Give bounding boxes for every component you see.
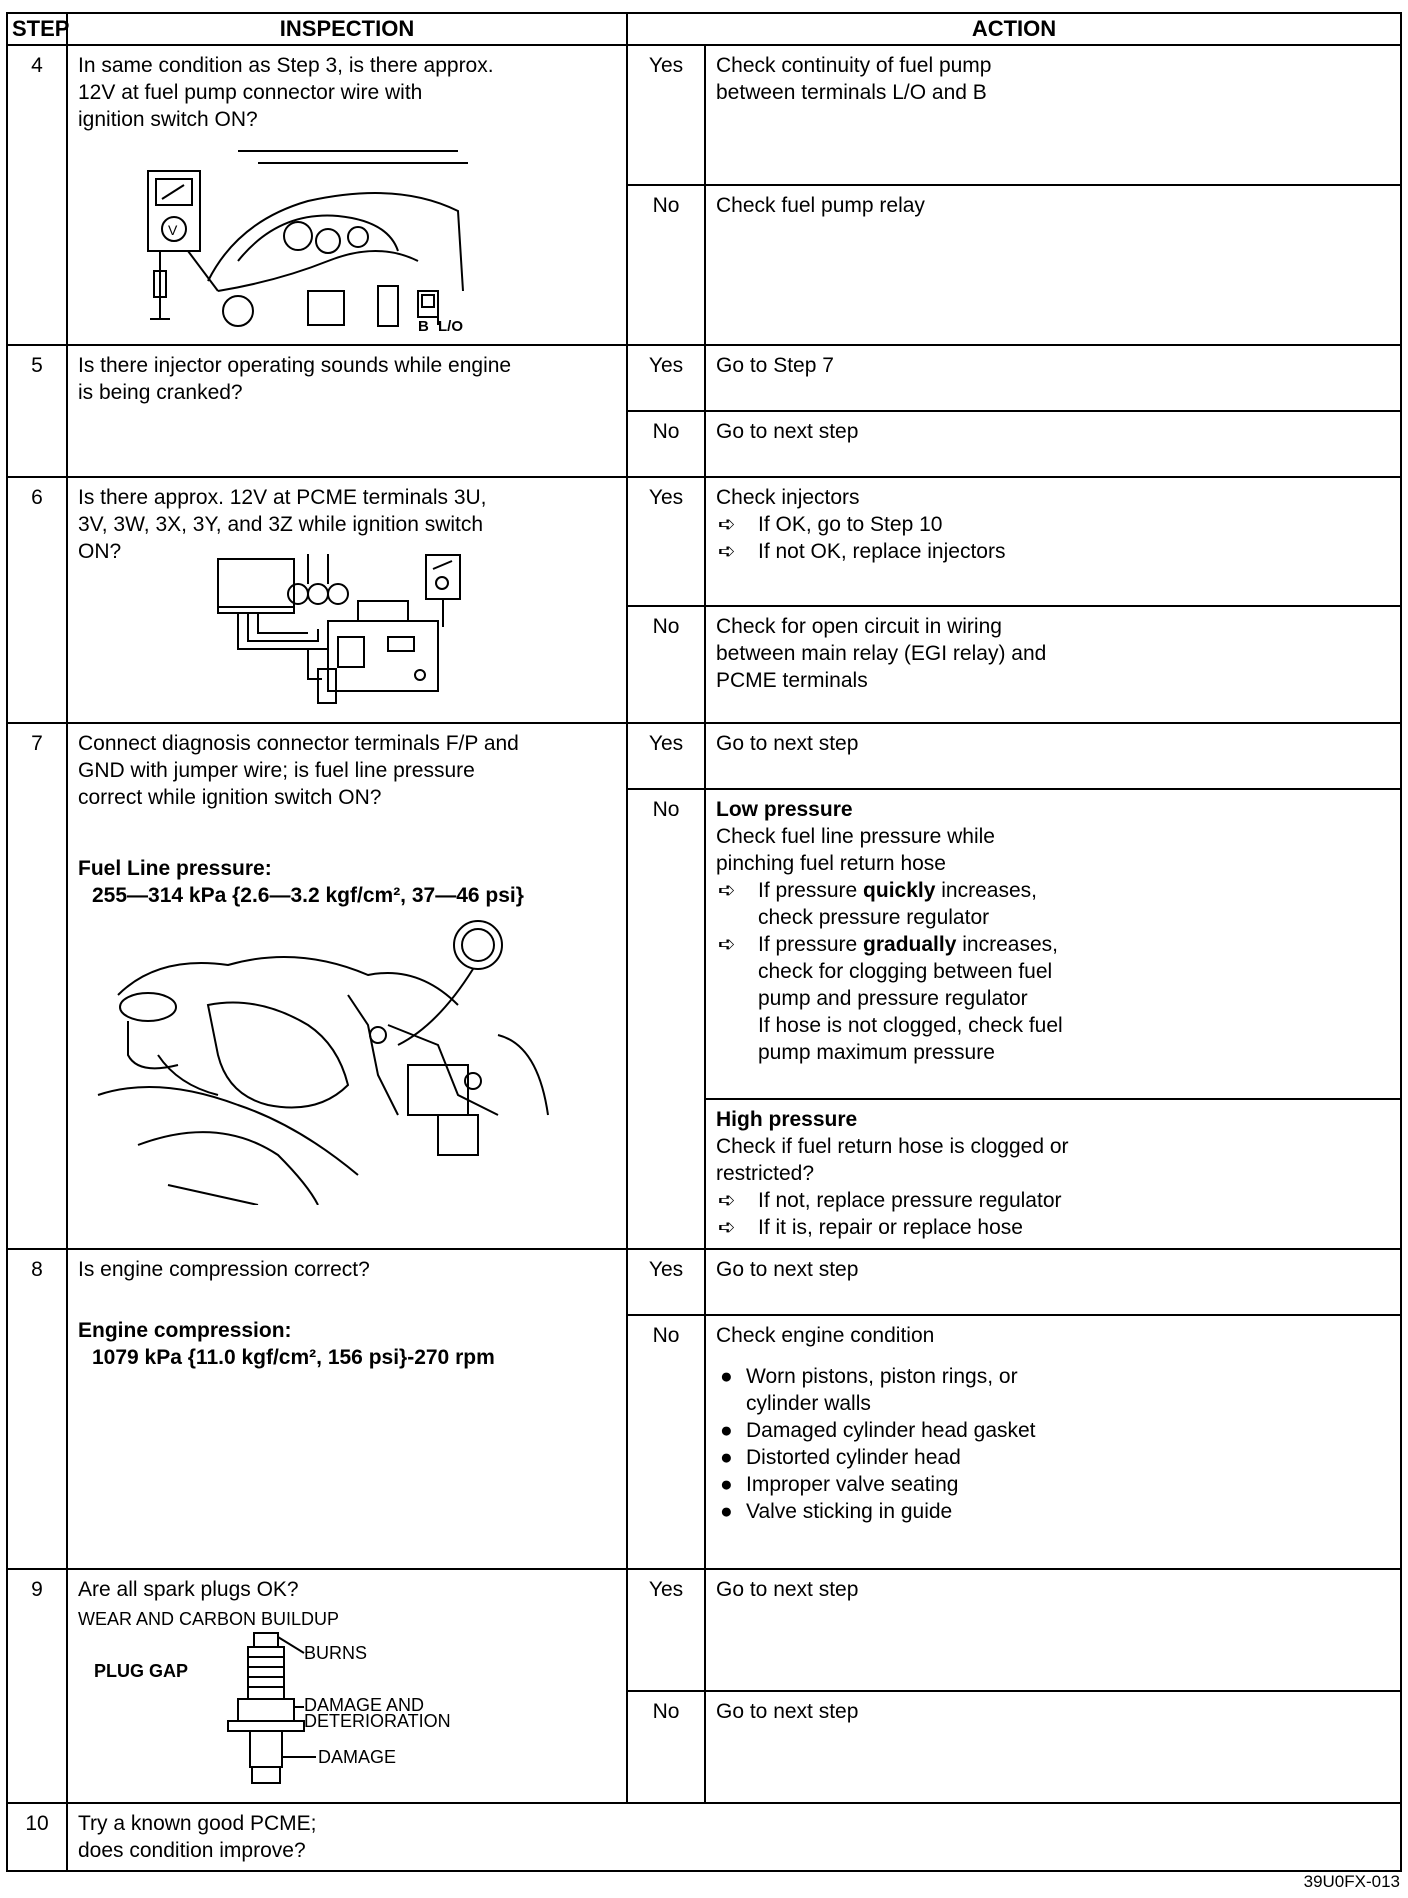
- table-row: [7, 45, 1401, 185]
- action-cell: [705, 1099, 1401, 1249]
- action-line: Check fuel line pressure while: [716, 825, 995, 848]
- action-cell: [705, 411, 1401, 477]
- action-line: Check fuel pump relay: [716, 193, 925, 217]
- action-line: Go to next step: [716, 420, 859, 443]
- step-number: 9: [7, 1569, 67, 1803]
- table-row: [7, 1803, 1401, 1871]
- terminal-b-label: B: [418, 318, 429, 331]
- action-title: Check injectors: [716, 486, 860, 509]
- plug-label-wear: WEAR AND CARBON BUILDUP: [78, 1609, 340, 1629]
- action-line: between main relay (EGI relay) and: [716, 642, 1047, 666]
- bullet-icon: ●: [720, 1365, 733, 1388]
- no-label: No: [627, 1315, 705, 1569]
- plug-label-damage-3: DAMAGE: [318, 1747, 397, 1767]
- table-header: [7, 13, 1401, 45]
- action-line: Go to next step: [716, 1258, 859, 1281]
- list-item: ● Worn pistons, piston rings, or cylinder walls: [716, 1363, 1390, 1417]
- inspection-cell: [67, 723, 627, 1249]
- yes-label: Yes: [627, 1569, 705, 1691]
- pcme-voltage-figure: [158, 549, 558, 709]
- action-line: Go to next step: [716, 1700, 859, 1723]
- inspection-cell: [67, 1803, 1401, 1871]
- spec-value: 1079 kPa {11.0 kgf/cm², 156 psi}-270 rpm: [92, 1346, 495, 1369]
- table-row: [7, 723, 1401, 789]
- action-cell: [705, 477, 1401, 606]
- arrow-icon: ➪: [718, 1189, 736, 1212]
- inspection-line: 3V, 3W, 3X, 3Y, and 3Z while ignition switch: [78, 513, 484, 536]
- inspection-line: correct while ignition switch ON?: [78, 786, 382, 809]
- list-item: [716, 538, 1390, 565]
- action-line: If it is, repair or replace hose: [758, 1216, 1023, 1239]
- fuel-pump-voltage-figure: [78, 141, 478, 331]
- no-label: No: [627, 185, 705, 345]
- inspection-line: Connect diagnosis connector terminals F/P and: [78, 732, 519, 755]
- inspection-line: is being cranked?: [78, 381, 243, 404]
- step-number: 7: [7, 723, 67, 1249]
- bullet-icon: ●: [720, 1419, 733, 1442]
- list-item: [716, 1214, 1390, 1241]
- table-row: [7, 477, 1401, 606]
- action-cell: [705, 1691, 1401, 1803]
- no-label: No: [627, 411, 705, 477]
- action-cell: [705, 1249, 1401, 1315]
- yes-label: Yes: [627, 45, 705, 185]
- inspection-line: Are all spark plugs OK?: [78, 1578, 299, 1601]
- inspection-line: Is there approx. 12V at PCME terminals 3U,: [78, 486, 487, 509]
- inspection-line: Try a known good PCME;: [78, 1812, 317, 1835]
- action-cell: [705, 1315, 1401, 1569]
- no-label: No: [627, 1691, 705, 1803]
- action-cell: [705, 185, 1401, 345]
- action-line: Go to Step 7: [716, 354, 834, 377]
- inspection-line: ignition switch ON?: [78, 108, 258, 131]
- list-item: ➪ If pressure gradually increases, check for clogging between fuel pump and pressure regulator If hose is not clogged, check fuel pump maximum pressure: [718, 933, 1063, 1064]
- plug-label-gap: PLUG GAP: [94, 1661, 189, 1681]
- header-inspection: INSPECTION: [67, 13, 627, 45]
- spec-title: Engine compression:: [78, 1319, 292, 1342]
- action-line: If not, replace pressure regulator: [758, 1189, 1062, 1212]
- spec-value: 255—314 kPa {2.6—3.2 kgf/cm², 37—46 psi}: [92, 884, 524, 907]
- terminal-lo-label: L/O: [438, 318, 463, 331]
- figure-code: 39U0FX-013: [1303, 1872, 1400, 1891]
- inspection-cell: [67, 345, 627, 477]
- action-cell: [705, 45, 1401, 185]
- list-item: ● Valve sticking in guide: [716, 1498, 1390, 1525]
- fuel-line-spec: [78, 855, 616, 909]
- bullet-icon: ●: [720, 1446, 733, 1469]
- step-number: 4: [7, 45, 67, 345]
- svg-text:V: V: [168, 222, 178, 238]
- spec-title: Fuel Line pressure:: [78, 857, 272, 880]
- list-item: ● Improper valve seating: [716, 1471, 1390, 1498]
- arrow-icon: ➪: [718, 933, 736, 956]
- inspection-line: In same condition as Step 3, is there approx.: [78, 54, 494, 77]
- plug-label-damage-2: DETERIORATION: [304, 1711, 451, 1731]
- action-line: Go to next step: [716, 732, 859, 755]
- list-item: ● Damaged cylinder head gasket: [716, 1417, 1390, 1444]
- no-label: No: [627, 789, 705, 1249]
- header-step: STEP: [7, 13, 67, 45]
- arrow-icon: ➪: [718, 1216, 736, 1239]
- action-title: Check engine condition: [716, 1324, 935, 1347]
- action-line: Check if fuel return hose is clogged or: [716, 1135, 1069, 1158]
- step-number: 6: [7, 477, 67, 723]
- action-cell: [705, 1569, 1401, 1691]
- plug-label-burns: BURNS: [304, 1643, 368, 1663]
- header-action: ACTION: [627, 13, 1401, 45]
- action-line: Go to next step: [716, 1578, 859, 1601]
- spark-plug-figure: [78, 1607, 518, 1787]
- bullet-icon: ●: [720, 1473, 733, 1496]
- yes-label: Yes: [627, 1249, 705, 1315]
- step-number: 8: [7, 1249, 67, 1569]
- action-line: Check continuity of fuel pump: [716, 54, 992, 77]
- inspection-line: Is there injector operating sounds while engine: [78, 354, 512, 377]
- table-row: [7, 345, 1401, 411]
- inspection-cell: [67, 1249, 627, 1569]
- table-row: [7, 1249, 1401, 1315]
- yes-label: Yes: [627, 345, 705, 411]
- action-cell: [705, 723, 1401, 789]
- compression-spec: [78, 1317, 616, 1371]
- plug-label-damage-1: DAMAGE AND: [304, 1695, 425, 1715]
- low-pressure-title: Low pressure: [716, 798, 853, 821]
- action-line: PCME terminals: [716, 669, 868, 693]
- action-line: Check for open circuit in wiring: [716, 615, 1002, 639]
- inspection-line: Is engine compression correct?: [78, 1258, 370, 1281]
- table-row: [7, 1569, 1401, 1691]
- arrow-icon: ➪: [718, 513, 736, 536]
- action-line: between terminals L/O and B: [716, 81, 987, 104]
- inspection-line: 12V at fuel pump connector wire with: [78, 81, 423, 104]
- no-label: No: [627, 606, 705, 723]
- list-item: ● Distorted cylinder head: [716, 1444, 1390, 1471]
- inspection-cell: [67, 45, 627, 345]
- list-item: [716, 1187, 1390, 1214]
- list-item: ➪ If pressure quickly increases, check pressure regulator: [718, 879, 1037, 929]
- yes-label: Yes: [627, 723, 705, 789]
- inspection-line: GND with jumper wire; is fuel line pressure: [78, 759, 475, 782]
- inspection-line: ON?: [78, 540, 122, 563]
- action-line: restricted?: [716, 1162, 815, 1185]
- bullet-icon: ●: [720, 1500, 733, 1523]
- inspection-line: does condition improve?: [78, 1839, 306, 1862]
- action-cell: [705, 606, 1401, 723]
- troubleshooting-table: [6, 12, 1402, 1872]
- yes-label: Yes: [627, 477, 705, 606]
- action-cell: [705, 789, 1401, 1099]
- fuel-pressure-gauge-figure: [78, 915, 598, 1205]
- action-line: If not OK, replace injectors: [758, 540, 1006, 563]
- list-item: [716, 511, 1390, 538]
- action-cell: [705, 345, 1401, 411]
- action-line: pinching fuel return hose: [716, 852, 946, 875]
- inspection-cell: [67, 477, 627, 723]
- arrow-icon: ➪: [718, 879, 736, 902]
- arrow-icon: ➪: [718, 540, 736, 563]
- inspection-cell: [67, 1569, 627, 1803]
- high-pressure-title: High pressure: [716, 1108, 858, 1131]
- action-line: If OK, go to Step 10: [758, 513, 943, 536]
- step-number: 5: [7, 345, 67, 477]
- step-number: 10: [7, 1803, 67, 1871]
